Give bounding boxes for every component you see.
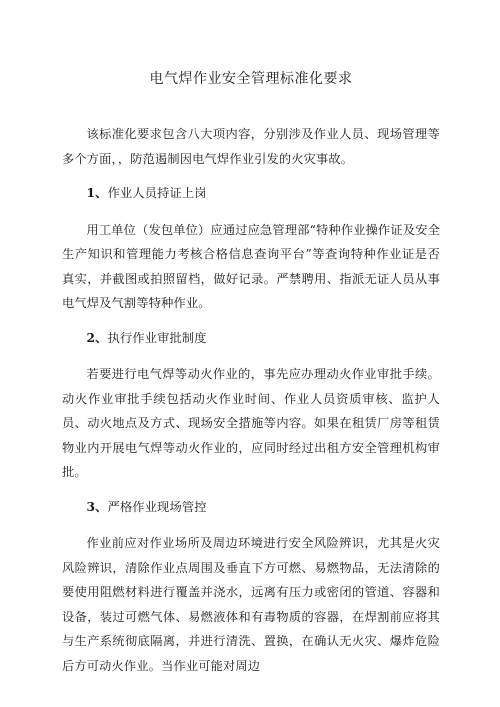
section-1-body: 用工单位（发包单位）应通过应急管理部“特种作业操作证及安全生产知识和管理能力考核合格信息查询平台”等查询特种作业证是否真实，并截图或拍照留档，做好记录。严禁聘用、指派无证人员从事电气焊及气割等特种作业。 [62, 222, 440, 310]
section-2-number: 2、 [86, 330, 108, 345]
section-1-heading [62, 181, 440, 206]
section-2-title: 执行作业审批制度 [107, 330, 207, 345]
section-3-number: 3、 [86, 499, 108, 514]
document-title: 电气焊作业安全管理标准化要求 [149, 71, 353, 87]
section-1-title: 作业人员持证上岗 [107, 186, 207, 200]
section-3-title: 严格作业现场管控 [107, 499, 207, 514]
section-3-body: 作业前应对作业场所及周边环境进行安全风险辨识，尤其是火灾风险辨识，清除作业点周围及垂直下方可燃、易燃物品，无法清除的要使用阻燃材料进行覆盖并浇水，远离有压力或密闭的管道、容器和设备，装过可燃气体、易燃液体和有毒物质的容器，在焊割前应将其与生产系统彻底隔离，并进行清洗、置换，在确认无火灾、爆炸危险后方可动火作业。当作业可能对周边 [62, 536, 440, 673]
section-1-number: 1、 [86, 186, 108, 200]
section-2-heading [62, 326, 440, 351]
section-3-heading [62, 495, 440, 520]
intro-paragraph: 该标准化要求包含八大项内容，分别涉及作业人员、现场管理等多个方面，，防范遏制因电气焊作业引发的火灾事故。 [62, 127, 440, 166]
section-2-body: 若要进行电气焊等动火作业的，事先应办理动火作业审批手续。动火作业审批手续包括动火作业时间、作业人员资质审核、监护人员、动火地点及方式、现场安全措施等内容。如果在租赁厂房等租赁物业内开展电气焊等动火作业的，应同时经过出租方安全管理机构审批。 [62, 367, 440, 479]
